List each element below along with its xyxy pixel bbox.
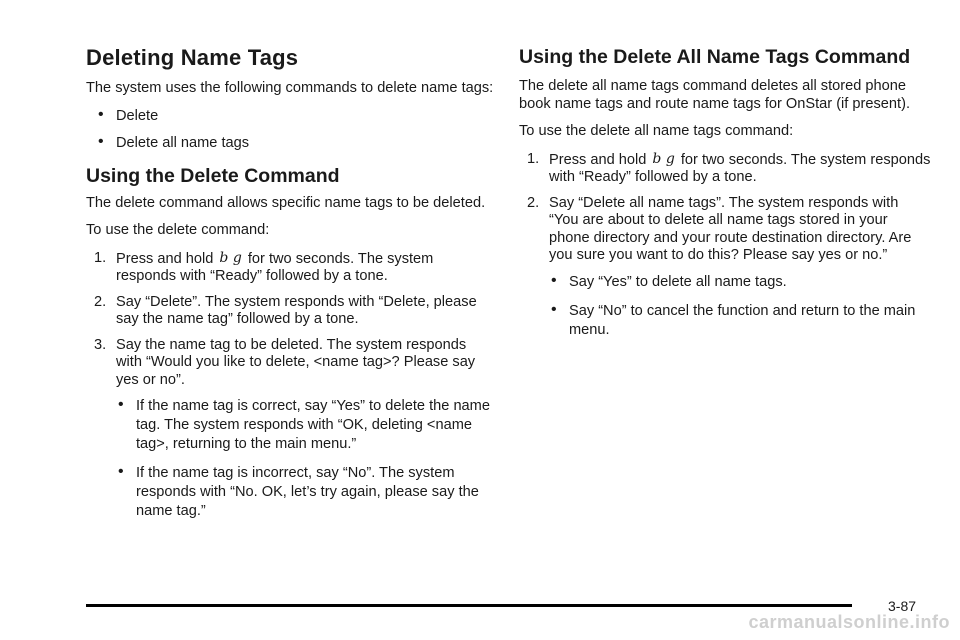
usage-intro: To use the delete all name tags command: (519, 123, 794, 139)
command-item: • Delete (86, 108, 496, 126)
step2-options (549, 273, 931, 340)
command-list (86, 108, 496, 153)
section-heading: Using the Delete All Name Tags Command (519, 46, 911, 68)
option-item: • Say “No” to cancel the function and return to the main menu. (549, 302, 931, 340)
page-title: Deleting Name Tags (86, 45, 299, 70)
intro-paragraph: The delete all name tags command deletes all stored phone book name tags and route name tags for OnStar (if present). (519, 78, 910, 112)
right-column (519, 44, 931, 350)
section-intro: The delete command allows specific name tags to be deleted. (86, 194, 486, 211)
left-column (86, 44, 496, 531)
section-heading: Using the Delete Command (86, 164, 340, 187)
footer-rule (86, 604, 852, 607)
voice-button-icon: b g (652, 150, 675, 167)
option-item: • Say “Yes” to delete all name tags. (549, 273, 931, 292)
option-item: • If the name tag is incorrect, say “No”. The system responds with “No. OK, let’s try again, please say the name tag.” (116, 464, 496, 521)
step-item: 2. Say “Delete”. The system responds with “Delete, please say the name tag” followed by a tone. (94, 293, 477, 327)
voice-button-icon: b g (219, 249, 242, 266)
watermark: carmanualsonline.info (748, 612, 950, 632)
intro-paragraph: The system uses the following commands to delete name tags: (86, 80, 494, 96)
steps-list (86, 250, 496, 522)
step-item: 3. Say the name tag to be deleted. The system responds with “Would you like to delete, <name tag>? Please say yes or no”. • If the name tag is correct, say “Yes” to delete the name tag. The system responds with “OK, deleting <name tag>, returning to the main menu.” • If the name tag is incorrect, say “No”. The system responds with “No. OK, let’s try again, please say the name tag.” (86, 337, 496, 522)
option-item: • If the name tag is correct, say “Yes” to delete the name tag. The system responds with “OK, deleting <name tag>, returning to the main menu.” (116, 397, 496, 454)
usage-intro: To use the delete command: (86, 222, 270, 238)
page-number: 3-87 (888, 598, 917, 614)
step-item: 2. Say “Delete all name tags”. The system responds with “You are about to delete all name tags stored in your phone directory and your route destination directory. Are you sure you want to do this? Please say yes or no.” • Say “Yes” to delete all name tags. • Say “No” to cancel the function and return to the main menu. (519, 195, 931, 340)
command-item: • Delete all name tags (86, 135, 496, 153)
step-item: 1. Press and hold b g for two seconds. The system responds with “Ready” followed by a tone. (527, 150, 931, 185)
step-item: 1. Press and hold b g for two seconds. The system responds with “Ready” followed by a tone. (94, 249, 434, 284)
steps-list (519, 151, 931, 340)
step3-options (116, 397, 496, 521)
